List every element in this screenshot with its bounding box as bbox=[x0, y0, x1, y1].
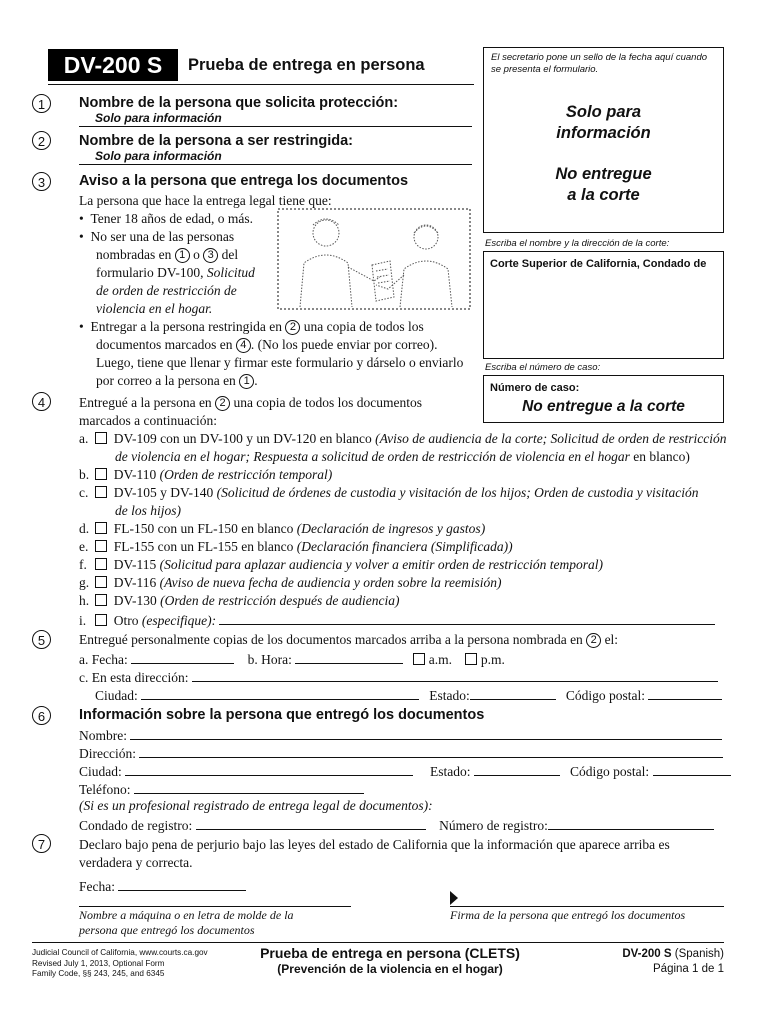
doc-desc: (Solicitud para aplazar audiencia y volver a emitir orden de restricción temporal) bbox=[159, 557, 603, 572]
doc-checkbox-g[interactable] bbox=[95, 576, 107, 588]
server-city-field[interactable] bbox=[125, 762, 413, 776]
text-o: o bbox=[193, 247, 200, 262]
requester-name-line bbox=[79, 126, 472, 127]
doc-desc-2: de violencia en el hogar; Respuesta a solicitud de orden de restricción de violencia en el hogar bbox=[115, 449, 630, 464]
doc-letter: e. bbox=[79, 539, 89, 554]
doc-text: DV-110 bbox=[113, 467, 157, 482]
footer-language: (Spanish) bbox=[674, 948, 724, 960]
address-field[interactable] bbox=[192, 668, 718, 682]
ref-circle-2b: 2 bbox=[215, 396, 230, 411]
doc-checkbox-a[interactable] bbox=[95, 432, 107, 444]
requirement-not-party: • No ser una de las personas bbox=[79, 229, 235, 244]
text-entregue-personalmente: Entregué personalmente copias de los documentos marcados arriba a la persona nombrada en bbox=[79, 632, 583, 647]
footer-left bbox=[32, 948, 208, 980]
zip-label: Código postal: bbox=[565, 688, 646, 703]
doc-letter: i. bbox=[79, 613, 87, 628]
doc-checkbox-h[interactable] bbox=[95, 594, 107, 606]
am-checkbox[interactable] bbox=[413, 653, 425, 665]
doc-letter: h. bbox=[79, 593, 90, 608]
section-2-title: Nombre de la persona a ser restringida: bbox=[79, 133, 353, 149]
professional-note: (Si es un profesional registrado de entrega legal de documentos): bbox=[79, 798, 433, 813]
section-6-number: 6 bbox=[32, 706, 51, 725]
doc-letter: a. bbox=[79, 431, 89, 446]
requester-name-value[interactable]: Solo para información bbox=[95, 111, 222, 125]
info-only-line-1: Solo para bbox=[565, 103, 642, 121]
doc-item-b[interactable] bbox=[79, 467, 332, 483]
requirement-age: • Tener 18 años de edad, o más. bbox=[79, 211, 253, 226]
ref-circle-2: 2 bbox=[285, 320, 300, 335]
section-1-number: 1 bbox=[32, 94, 51, 113]
clerk-stamp-box bbox=[483, 47, 724, 233]
section-4-number: 4 bbox=[32, 392, 51, 411]
doc-text: DV-116 bbox=[113, 575, 157, 590]
time-label: b. Hora: bbox=[247, 652, 292, 667]
section-1-title: Nombre de la persona que solicita protección: bbox=[79, 95, 399, 111]
text-no-correo: . (No los puede enviar por correo). bbox=[250, 337, 438, 352]
court-box[interactable] bbox=[483, 251, 724, 359]
doc-letter: b. bbox=[79, 467, 90, 482]
doc-checkbox-i[interactable] bbox=[95, 614, 107, 626]
no-court-line-1: No entregue bbox=[555, 165, 652, 183]
server-city-row bbox=[79, 762, 731, 780]
printed-name-caption bbox=[79, 908, 294, 938]
zip-field[interactable] bbox=[648, 686, 722, 700]
text-una-copia: una copia de todos los documentos bbox=[233, 395, 423, 410]
case-label: Escriba el número de caso: bbox=[485, 362, 601, 373]
signature-caption: Firma de la persona que entregó los documentos bbox=[450, 908, 686, 922]
registration-row bbox=[79, 816, 714, 834]
declaration-line-1: Declaro bajo pena de perjurio bajo las leyes del estado de California que la información que aparece arriba es bbox=[79, 837, 670, 852]
footer-left-2: Revised July 1, 2013, Optional Form bbox=[32, 958, 165, 968]
text-period: . bbox=[254, 373, 258, 388]
doc-letter: f. bbox=[79, 557, 87, 572]
section-5-line-1 bbox=[79, 632, 618, 648]
date-field[interactable] bbox=[131, 650, 234, 664]
text-copia: una copia de todos los bbox=[303, 319, 424, 334]
county-label: Condado de registro: bbox=[79, 818, 193, 833]
text-solicitud: Solicitud bbox=[206, 265, 255, 280]
no-court-line-2: a la corte bbox=[567, 186, 640, 204]
form-id-badge: DV-200 S bbox=[48, 49, 178, 81]
ref-circle-2c: 2 bbox=[586, 633, 601, 648]
doc-item-f[interactable] bbox=[79, 557, 603, 573]
server-name-label: Nombre: bbox=[79, 728, 127, 743]
doc-item-h[interactable] bbox=[79, 593, 399, 609]
doc-checkbox-d[interactable] bbox=[95, 522, 107, 534]
doc-text: FL-150 con un FL-150 en blanco bbox=[113, 521, 294, 536]
doc-item-g[interactable] bbox=[79, 575, 502, 591]
pm-checkbox[interactable] bbox=[465, 653, 477, 665]
server-requirements-intro: La persona que hace la entrega legal tiene que: bbox=[79, 193, 332, 208]
ref-circle-1b: 1 bbox=[239, 374, 254, 389]
doc-checkbox-f[interactable] bbox=[95, 558, 107, 570]
doc-desc: (Solicitud de órdenes de custodia y visitación de los hijos; Orden de custodia y visitación bbox=[216, 485, 699, 500]
doc-desc: (Aviso de audiencia de la corte; Solicitud de orden de restricción bbox=[375, 431, 727, 446]
text-formulario: formulario DV-100, bbox=[96, 265, 204, 280]
date-label: a. Fecha: bbox=[79, 652, 128, 667]
text-entregar: Entregar a la persona restringida en bbox=[90, 319, 283, 334]
reg-num-label: Número de registro: bbox=[439, 818, 548, 833]
footer-right-1 bbox=[560, 947, 724, 962]
section-5-number: 5 bbox=[32, 630, 51, 649]
requirement-not-party-l2 bbox=[96, 247, 238, 263]
reg-num-field[interactable] bbox=[548, 816, 714, 830]
case-number-value: No entregue a la corte bbox=[522, 398, 685, 415]
doc-item-d[interactable] bbox=[79, 521, 485, 537]
footer-left-1: Judicial Council of California, www.courts.ca.gov bbox=[32, 948, 208, 957]
signature-date-row bbox=[79, 877, 246, 895]
section-5-line-2 bbox=[79, 650, 505, 668]
doc-item-a-line-2 bbox=[115, 449, 690, 465]
clerk-note: El secretario pone un sello de la fecha aquí cuando se presenta el formulario. bbox=[491, 52, 708, 75]
doc-desc: (Orden de restricción después de audiencia) bbox=[160, 593, 400, 608]
header-rule bbox=[48, 84, 474, 85]
server-zip-field[interactable] bbox=[653, 762, 731, 776]
section-7-number: 7 bbox=[32, 834, 51, 853]
section-4-line-1 bbox=[79, 395, 422, 411]
server-name-row bbox=[79, 726, 722, 744]
ref-circle-4: 4 bbox=[236, 338, 251, 353]
footer-center-2: (Prevención de la violencia en el hogar) bbox=[277, 962, 503, 976]
doc-text: DV-109 con un DV-100 y un DV-120 en blanco bbox=[113, 431, 372, 446]
text-documentos-marcados: documentos marcados en bbox=[96, 337, 233, 352]
printed-name-caption-1: Nombre a máquina o en letra de molde de la bbox=[79, 908, 294, 922]
footer-left-3: Family Code, §§ 243, 245, and 6345 bbox=[32, 969, 165, 978]
server-address-field[interactable] bbox=[139, 744, 723, 758]
server-city-label: Ciudad: bbox=[79, 764, 122, 779]
text-el: el: bbox=[604, 632, 619, 647]
address-label: c. En esta dirección: bbox=[79, 670, 189, 685]
doc-tail: en blanco) bbox=[633, 449, 690, 464]
form-title: Prueba de entrega en persona bbox=[188, 56, 425, 74]
doc-checkbox-c[interactable] bbox=[95, 486, 107, 498]
case-number-label: Número de caso: bbox=[490, 382, 580, 394]
info-only-line-2: información bbox=[556, 124, 651, 142]
doc-letter: d. bbox=[79, 521, 90, 536]
doc-letter: c. bbox=[79, 485, 89, 500]
doc-desc: (Declaración financiera (Simplificada)) bbox=[296, 539, 513, 554]
doc-checkbox-b[interactable] bbox=[95, 468, 107, 480]
section-5-line-3 bbox=[79, 668, 718, 686]
pm-label: p.m. bbox=[480, 652, 505, 667]
server-address-row bbox=[79, 744, 723, 762]
footer-form-id: DV-200 S bbox=[622, 948, 672, 960]
section-2-number: 2 bbox=[32, 131, 51, 150]
server-phone-row bbox=[79, 780, 364, 798]
signature-line[interactable] bbox=[450, 906, 724, 907]
section-4-line-2: marcados a continuación: bbox=[79, 413, 217, 428]
requirement-not-party-l5: violencia en el hogar. bbox=[96, 301, 213, 316]
case-number-box[interactable] bbox=[483, 375, 724, 423]
requirement-deliver-l4 bbox=[96, 373, 258, 389]
doc-item-e[interactable] bbox=[79, 539, 513, 555]
time-field[interactable] bbox=[295, 650, 403, 664]
requirement-age-text: Tener 18 años de edad, o más. bbox=[90, 211, 253, 226]
requirement-not-party-l4: de orden de restricción de bbox=[96, 283, 237, 298]
doc-item-c-line-2: de los hijos) bbox=[115, 503, 181, 518]
doc-item-i[interactable] bbox=[79, 611, 715, 629]
court-label: Escriba el nombre y la dirección de la corte: bbox=[485, 238, 670, 249]
section-5-line-4 bbox=[95, 686, 722, 704]
footer-page-number: Página 1 de 1 bbox=[653, 963, 724, 975]
doc-desc: (Declaración de ingresos y gastos) bbox=[296, 521, 486, 536]
text-por-correo: por correo a la persona en bbox=[96, 373, 236, 388]
declaration-line-2: verdadera y correcta. bbox=[79, 855, 193, 870]
requirement-deliver-l3: Luego, tiene que llenar y firmar este formulario y dárselo o enviarlo bbox=[96, 355, 464, 370]
doc-letter: g. bbox=[79, 575, 90, 590]
ref-circle-1: 1 bbox=[175, 248, 190, 263]
section-6-title: Información sobre la persona que entregó los documentos bbox=[79, 707, 485, 723]
requirement-deliver-l1: • Entregar a la persona restringida en 2 una copia de todos los bbox=[79, 319, 424, 334]
state-label: Estado: bbox=[429, 688, 470, 703]
court-name: Corte Superior de California, Condado de bbox=[490, 258, 707, 270]
doc-text: DV-105 y DV-140 bbox=[113, 485, 214, 500]
server-zip-label: Código postal: bbox=[570, 764, 650, 779]
server-phone-field[interactable] bbox=[134, 780, 364, 794]
server-illustration bbox=[276, 207, 472, 311]
server-phone-label: Teléfono: bbox=[79, 782, 131, 797]
requirement-not-party-text: No ser una de las personas bbox=[90, 229, 235, 244]
server-address-label: Dirección: bbox=[79, 746, 136, 761]
signature-date-field[interactable] bbox=[118, 877, 246, 891]
am-label: a.m. bbox=[428, 652, 452, 667]
section-3-title: Aviso a la persona que entrega los documentos bbox=[79, 173, 409, 189]
other-specify-field[interactable] bbox=[219, 611, 715, 625]
doc-item-c[interactable] bbox=[79, 485, 699, 501]
footer-rule bbox=[32, 942, 724, 943]
server-name-field[interactable] bbox=[130, 726, 722, 740]
doc-checkbox-e[interactable] bbox=[95, 540, 107, 552]
footer-center bbox=[230, 945, 550, 976]
ref-circle-3: 3 bbox=[203, 248, 218, 263]
restrained-name-value[interactable]: Solo para información bbox=[95, 149, 222, 163]
doc-text: DV-130 bbox=[113, 593, 157, 608]
text-entregue: Entregué a la persona en bbox=[79, 395, 212, 410]
doc-text: FL-155 con un FL-155 en blanco bbox=[113, 539, 294, 554]
server-state-label: Estado: bbox=[430, 764, 471, 779]
city-label: Ciudad: bbox=[95, 688, 138, 703]
text-nombradas: nombradas en bbox=[96, 247, 172, 262]
doc-item-a[interactable] bbox=[79, 431, 727, 447]
requirement-deliver-l2 bbox=[96, 337, 438, 353]
text-del: del bbox=[221, 247, 239, 262]
doc-desc: (Orden de restricción temporal) bbox=[159, 467, 333, 482]
city-field[interactable] bbox=[141, 686, 419, 700]
restrained-name-line bbox=[79, 164, 472, 165]
printed-name-caption-2: persona que entregó los documentos bbox=[79, 923, 255, 937]
footer-center-1: Prueba de entrega en persona (CLETS) bbox=[260, 945, 520, 961]
requirement-not-party-l3 bbox=[96, 265, 255, 281]
doc-desc: (especifique): bbox=[141, 613, 217, 628]
doc-text: Otro bbox=[113, 613, 139, 628]
county-field[interactable] bbox=[196, 816, 426, 830]
server-state-field[interactable] bbox=[474, 762, 560, 776]
signature-arrow-icon bbox=[450, 891, 458, 905]
footer-right bbox=[560, 947, 724, 977]
signature-date-label: Fecha: bbox=[79, 879, 115, 894]
doc-text: DV-115 bbox=[113, 557, 157, 572]
section-3-number: 3 bbox=[32, 172, 51, 191]
printed-name-line[interactable] bbox=[79, 906, 351, 907]
state-field[interactable] bbox=[470, 686, 556, 700]
doc-desc: (Aviso de nueva fecha de audiencia y orden sobre la reemisión) bbox=[159, 575, 502, 590]
